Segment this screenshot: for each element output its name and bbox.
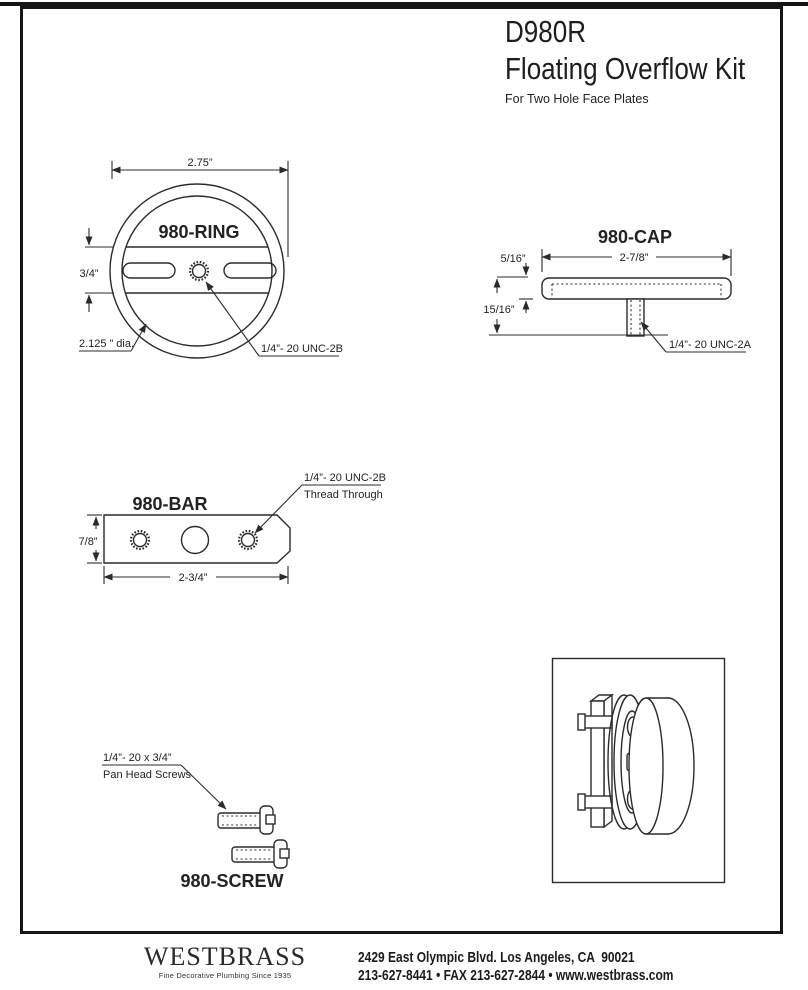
product-title: Floating Overflow Kit bbox=[505, 51, 746, 86]
assembly-diagram bbox=[553, 659, 725, 883]
bar-width-dim: 2-3/4” bbox=[178, 572, 208, 584]
bar-thread-note-line1: 1/4”- 20 UNC-2B bbox=[304, 472, 386, 484]
ring-label: 980-RING bbox=[158, 222, 240, 242]
bar-outline bbox=[104, 515, 290, 563]
screw-2-slot bbox=[280, 849, 289, 858]
ring-width-dim: 2.75” bbox=[187, 157, 213, 169]
ring-thread-note: 1/4”- 20 UNC-2B bbox=[261, 343, 343, 355]
ring-outer-circle bbox=[110, 184, 284, 358]
ring-right-slot bbox=[224, 263, 276, 278]
ring-diameter-dim: 2.125 ” dia. bbox=[79, 338, 135, 350]
screw-diagram bbox=[102, 752, 289, 891]
bar-center-hole bbox=[182, 527, 209, 554]
assembly-screw-top-head bbox=[578, 714, 585, 730]
cap-stem bbox=[627, 299, 644, 336]
cap-thread-note: 1/4”- 20 UNC-2A bbox=[669, 339, 751, 351]
cap-width-dim: 2-7/8” bbox=[619, 252, 649, 264]
bar-left-threaded-hole bbox=[134, 534, 147, 547]
cap-diagram bbox=[481, 227, 752, 352]
cap-height-dim: 15/16” bbox=[483, 304, 515, 316]
ring-band-dim: 3/4” bbox=[79, 268, 99, 280]
screw-note-leader bbox=[181, 765, 226, 809]
assembly-screw-top-body bbox=[584, 716, 612, 728]
ring-left-slot bbox=[123, 263, 175, 278]
assembly-screw-bottom-head bbox=[578, 794, 585, 810]
address-line: 2429 East Olympic Blvd. Los Angeles, CA 90021 bbox=[358, 949, 635, 966]
cap-lip-dim: 5/16” bbox=[500, 253, 526, 265]
brand-block bbox=[141, 944, 309, 980]
bar-thread-note-line2: Thread Through bbox=[304, 489, 383, 501]
product-subtitle: For Two Hole Face Plates bbox=[505, 92, 649, 106]
cap-label: 980-CAP bbox=[597, 227, 673, 247]
screw-note-line2: Pan Head Screws bbox=[103, 769, 192, 781]
cap-body bbox=[542, 278, 731, 299]
brand-logo: WESTBRASS bbox=[143, 942, 307, 971]
assembly-screw-bottom-body bbox=[584, 796, 612, 808]
brand-tagline: Fine Decorative Plumbing Since 1935 bbox=[158, 971, 292, 980]
bar-thread-leader bbox=[255, 485, 302, 533]
screw-1 bbox=[218, 806, 275, 834]
screw-label: 980-SCREW bbox=[180, 871, 284, 891]
bar-label: 980-BAR bbox=[132, 494, 208, 514]
contact-line: 213-627-8441 • FAX 213-627-2844 • www.westbrass.com bbox=[358, 966, 674, 984]
assembly-cap-face bbox=[629, 698, 663, 834]
bar-right-threaded-hole bbox=[242, 534, 255, 547]
ring-threaded-hole bbox=[193, 265, 206, 278]
screw-2 bbox=[232, 840, 289, 868]
title-block bbox=[505, 13, 791, 106]
ring-inner-circle bbox=[122, 196, 272, 346]
screw-note-line1: 1/4”- 20 x 3/4” bbox=[103, 752, 172, 764]
screw-1-slot bbox=[266, 815, 275, 824]
bar-height-dim: 7/8” bbox=[78, 536, 98, 548]
bar-diagram bbox=[79, 472, 386, 584]
cap-thread-leader bbox=[641, 322, 666, 352]
model-number: D980R bbox=[505, 14, 587, 49]
screw-2-body bbox=[232, 847, 276, 862]
ring-diagram bbox=[79, 156, 343, 358]
screw-1-body bbox=[218, 813, 262, 828]
address-block bbox=[358, 949, 752, 984]
